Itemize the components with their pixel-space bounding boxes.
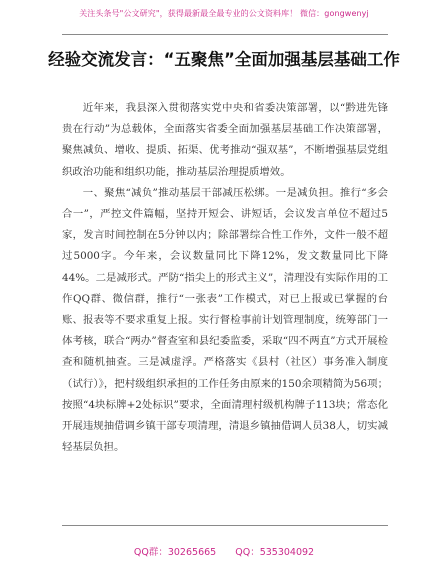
paragraph-section-1: 一、聚焦“减负”推动基层干部减压松绑。一是减负担。推行“多会合一”，严控文件篇幅，坚持开短会、讲短话，会议发言单位不超过5家，发言时间控制在5分钟以内；除部署综合性工作外，文件一般不超过5000字。今年来，会议数量同比下降12%，发文数量同比下降44%。二是减形式。严防“指尖上的形式主义”，清理没有实际作用的工作QQ群、微信群，推行“一张表”工作模式，对已上报或已掌握的台账、报表等不要求重复上报。实行督检事前计划管理制度，统筹部门一体考核，联合“两办”督查室和县纪委监委，采取“四不两直”方式开展检查和随机抽查。三是减虚浮。严格落实《县村（社区）事务准入制度（试行）》，把村级组织承担的工作任务由原来的150余项精简为56项；按照“4块标牌+2处标识”要求，全面清理村级机构牌子113块；常态化开展违规抽借调乡镇干部专项清理，清退乡镇抽借调人员38人，切实减轻基层负担。	[62, 186, 388, 454]
header-divider	[62, 34, 388, 35]
footer-divider	[62, 525, 388, 526]
footer-qq-group: QQ群：30265665	[133, 547, 217, 558]
footer-contact	[0, 544, 448, 558]
paragraph-intro: 近年来，我县深入贯彻落实党中央和省委决策部署，以“黔进先锋贵在行动”为总载体，全面落实省委全面加强基层基础工作决策部署，聚焦减负、增收、提质、拓渠、优考推动“强双基”，不断增强基层党组织政治功能和组织功能，推动基层治理提质增效。	[62, 102, 388, 178]
footer-qq: QQ：535304092	[235, 547, 315, 558]
article-title: 经验交流发言：“五聚焦”全面加强基层基础工作	[48, 50, 400, 69]
article-body	[62, 98, 388, 458]
header-notice: 关注头条号"公文研究"，获得最新最全最专业的公文资料库！ 微信：gongwenyj	[79, 9, 369, 18]
